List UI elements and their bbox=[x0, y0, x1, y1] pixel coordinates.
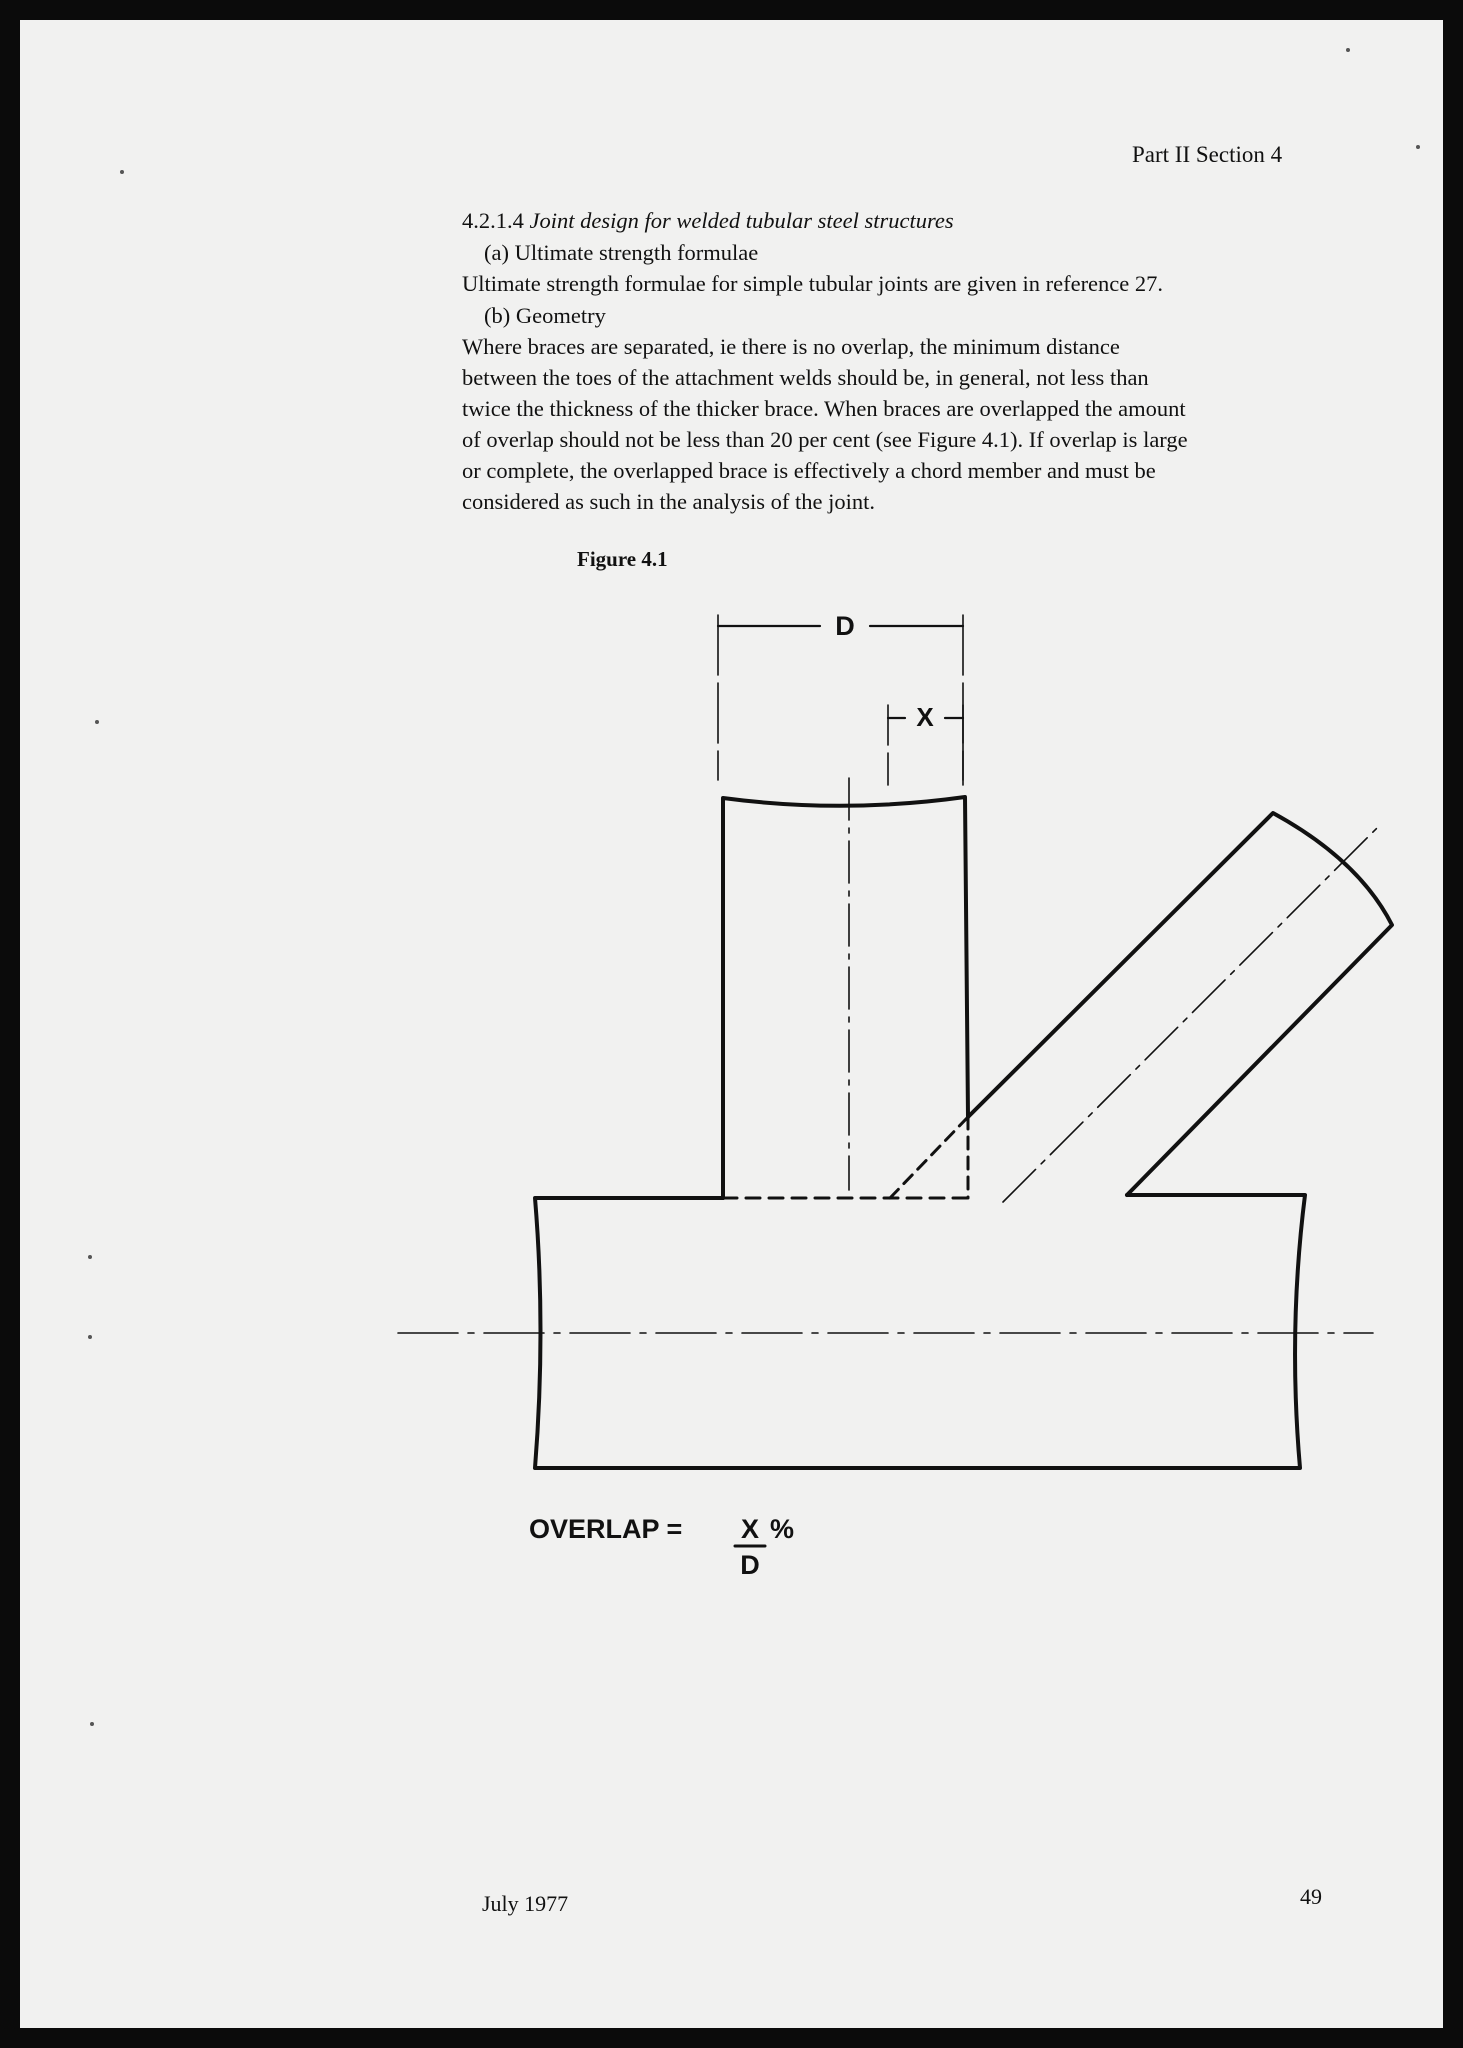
paragraph-a: Ultimate strength formulae for simple tubular joints are given in reference 27. bbox=[462, 271, 1164, 296]
vertical-brace-outline bbox=[723, 797, 968, 1198]
dimension-x-label: X bbox=[916, 702, 934, 732]
formula-percent: % bbox=[770, 1514, 795, 1544]
dimension-d-label: D bbox=[835, 611, 855, 641]
subheading-b: (b) Geometry bbox=[484, 303, 606, 328]
scan-speck bbox=[90, 1722, 94, 1726]
hidden-weld-line bbox=[890, 1117, 968, 1198]
scan-speck bbox=[1346, 48, 1350, 52]
paragraph-b-line: of overlap should not be less than 20 per cent (see Figure 4.1). If overlap is large bbox=[462, 427, 1188, 452]
paragraph-b-line: considered as such in the analysis of the joint. bbox=[462, 489, 876, 514]
paragraph-b-line: twice the thickness of the thicker brace. When braces are overlapped the amount bbox=[462, 396, 1186, 421]
scan-speck bbox=[88, 1255, 92, 1259]
scan-speck bbox=[1416, 145, 1420, 149]
figure-title: Figure 4.1 bbox=[577, 547, 668, 571]
page-number: 49 bbox=[1300, 1884, 1322, 1909]
scan-speck bbox=[120, 170, 124, 174]
formula-prefix: OVERLAP = bbox=[529, 1514, 683, 1544]
paragraph-b-line: between the toes of the attachment welds should be, in general, not less than bbox=[462, 365, 1149, 390]
section-header: Part II Section 4 bbox=[1132, 142, 1283, 167]
formula-numerator: X bbox=[740, 1514, 760, 1544]
clause-title: Joint design for welded tubular steel structures bbox=[529, 208, 954, 233]
subheading-a: (a) Ultimate strength formulae bbox=[484, 240, 759, 265]
inclined-brace-centreline bbox=[1003, 826, 1379, 1202]
formula-denominator: D bbox=[740, 1550, 760, 1580]
clause-number: 4.2.1.4 bbox=[462, 208, 524, 233]
scan-speck bbox=[95, 720, 99, 724]
footer-date: July 1977 bbox=[482, 1891, 569, 1916]
paragraph-b-line: or complete, the overlapped brace is effectively a chord member and must be bbox=[462, 458, 1156, 483]
chord-member-outline bbox=[535, 1195, 1305, 1468]
inclined-brace-outline bbox=[968, 813, 1392, 1195]
paragraph-b-line: Where braces are separated, ie there is no overlap, the minimum distance bbox=[462, 334, 1120, 359]
scan-speck bbox=[88, 1335, 92, 1339]
